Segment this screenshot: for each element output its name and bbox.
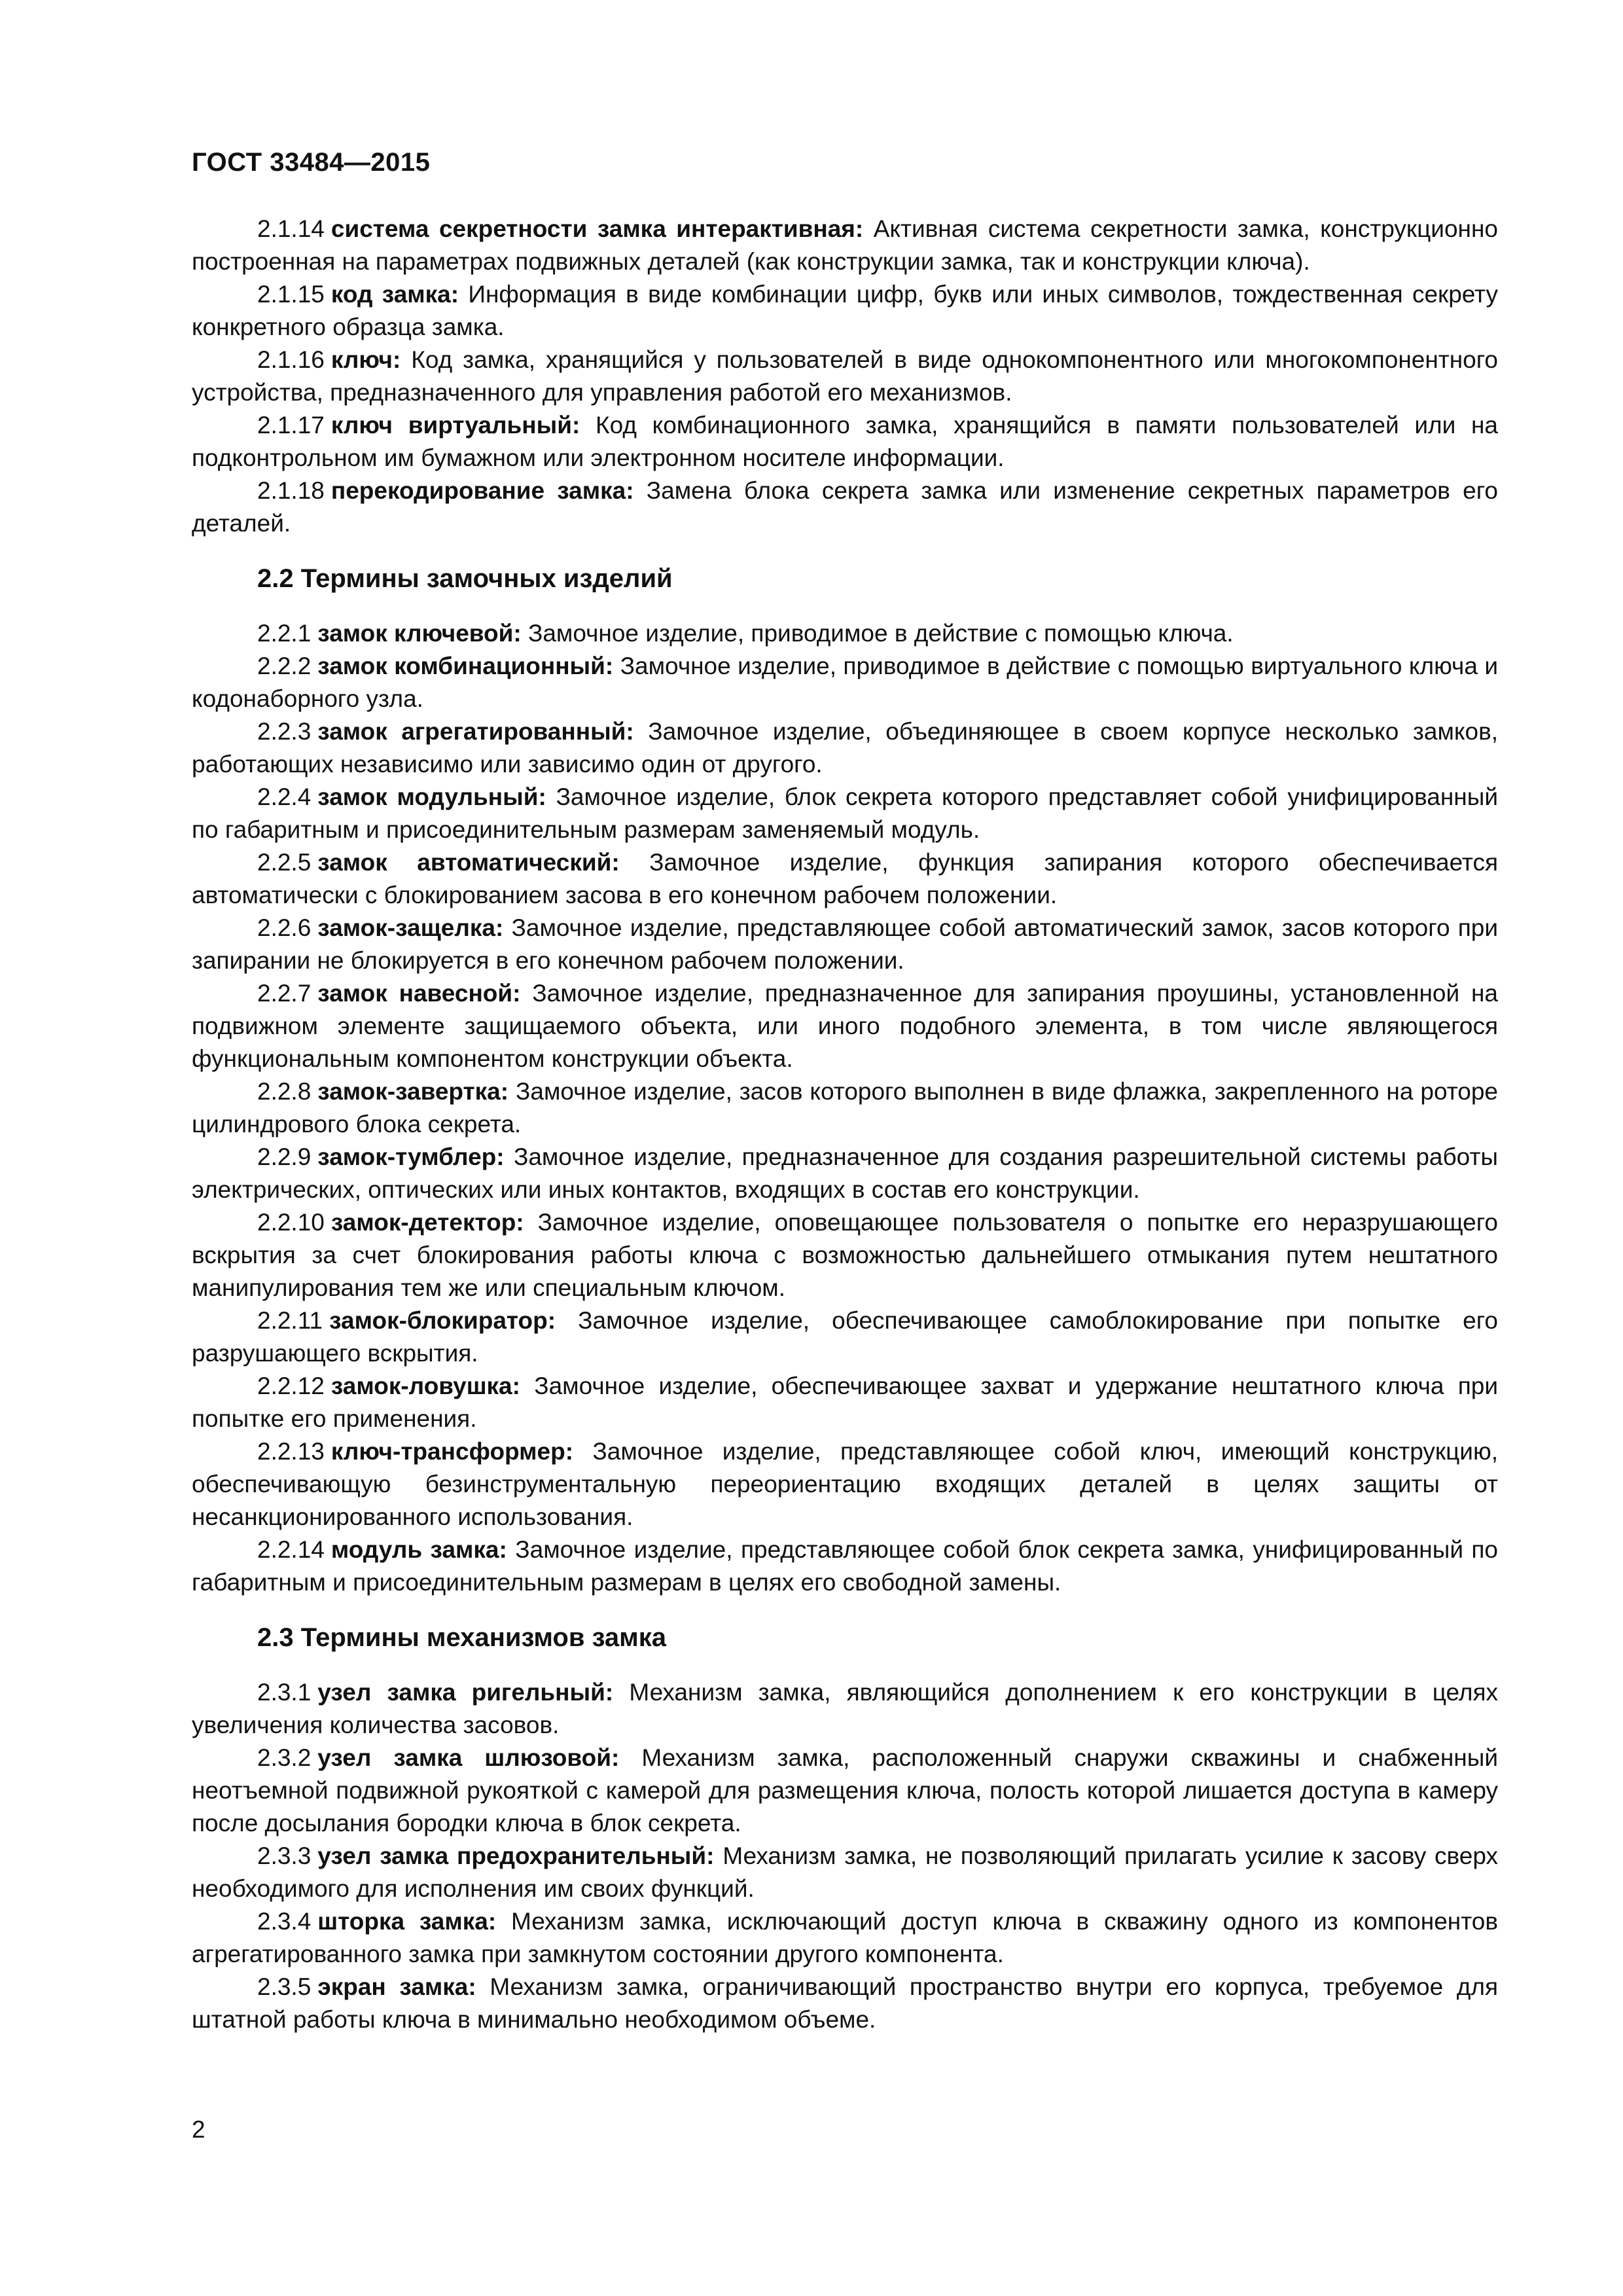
term-entry	[192, 475, 1498, 540]
term-name: модуль замка:	[330, 1536, 507, 1563]
term-name: замок модульный:	[317, 783, 546, 810]
term-entry	[192, 1435, 1498, 1534]
term-name: замок агрегатированный:	[317, 718, 634, 745]
term-number: 2.1.18	[257, 477, 325, 504]
term-definition: Механизм замка, расположенный снаружи скважины и снабженный неотъемной подвижной рукояткой с камерой для размещения ключа, полость которой лишается доступа в камеру после досылания бородки ключа в блок секрета.	[192, 1744, 1498, 1837]
section	[192, 562, 1498, 1599]
term-definition: Замочное изделие, функция запирания которого обеспечивается автоматически с блокированием засова в его конечном рабочем положении.	[192, 849, 1498, 908]
term-entry	[192, 715, 1498, 781]
term-number: 2.1.17	[257, 412, 325, 439]
term-name: узел замка шлюзовой:	[317, 1744, 620, 1771]
term-name: перекодирование замка:	[330, 477, 634, 504]
term-number: 2.2.10	[257, 1209, 325, 1236]
term-name: экран замка:	[317, 1973, 476, 2000]
term-number: 2.2.5	[257, 849, 312, 876]
term-name: ключ-трансформер:	[330, 1438, 574, 1465]
term-name: система секретности замка интерактивная:	[330, 215, 864, 242]
term-entry	[192, 1370, 1498, 1435]
term-entry	[192, 846, 1498, 912]
term-definition: Замочное изделие, представляющее собой автоматический замок, засов которого при запирании не блокируется в его конечном рабочем положении.	[192, 914, 1499, 974]
term-name: замок-тумблер:	[317, 1143, 505, 1170]
term-number: 2.2.13	[257, 1438, 325, 1465]
term-entry	[192, 1304, 1498, 1370]
term-entry	[192, 1534, 1498, 1599]
term-entry	[192, 912, 1498, 977]
term-definition: Замочное изделие, предназначенное для создания разрешительной системы работы электрических, оптических или иных контактов, входящих в состав его конструкции.	[192, 1143, 1498, 1203]
term-entry	[192, 977, 1498, 1075]
term-name: замок-детектор:	[330, 1209, 524, 1236]
term-definition: Механизм замка, не позволяющий прилагать усилие к засову сверх необходимого для исполнения им своих функций.	[192, 1842, 1499, 1902]
term-definition: Механизм замка, исключающий доступ ключа в скважину одного из компонентов агрегатированного замка при замкнутом состоянии другого компонента.	[192, 1908, 1499, 1967]
term-definition: Замочное изделие, представляющее собой блок секрета замка, унифицированный по габаритным и присоединительным размерам в целях его свободной замены.	[192, 1536, 1499, 1596]
term-entry	[192, 1742, 1498, 1840]
term-definition: Замочное изделие, приводимое в действие с помощью виртуального ключа и кодонаборного узла.	[192, 653, 1499, 712]
term-definition: Замочное изделие, приводимое в действие с помощью ключа.	[528, 620, 1234, 647]
term-number: 2.2.7	[257, 980, 312, 1007]
page-number: 2	[192, 2116, 205, 2143]
term-name: замок-блокиратор:	[329, 1307, 556, 1334]
term-number: 2.2.11	[257, 1307, 323, 1334]
term-entry	[192, 409, 1498, 475]
term-number: 2.2.2	[257, 653, 312, 679]
term-definition: Замочное изделие, блок секрета которого представляет собой унифицированный по габаритным и присоединительным размерам заменяемый модуль.	[192, 783, 1498, 843]
term-definition: Информация в виде комбинации цифр, букв или иных символов, тождественная секрету конкретного образца замка.	[192, 281, 1499, 340]
term-number: 2.2.9	[257, 1143, 312, 1170]
term-entry	[192, 1206, 1498, 1304]
term-number: 2.3.2	[257, 1744, 312, 1771]
term-definition: Замочное изделие, оповещающее пользователя о попытке его неразрушающего вскрытия за счет блокирования работы ключа с возможностью дальнейшего отмыкания путем нештатного манипулирования тем же или специальным ключом.	[192, 1209, 1499, 1301]
term-definition: Замочное изделие, предназначенное для запирания проушины, установленной на подвижном элементе защищаемого объекта, или иного подобного элемента, в том числе являющегося функциональным компонентом конструкции объекта.	[192, 980, 1498, 1072]
term-definition: Механизм замка, ограничивающий пространство внутри его корпуса, требуемое для штатной работы ключа в минимально необходимом объеме.	[192, 1973, 1499, 2033]
term-number: 2.3.3	[257, 1842, 312, 1869]
term-name: замок комбинационный:	[317, 653, 614, 679]
term-name: ключ виртуальный:	[330, 412, 580, 439]
term-definition: Замочное изделие, представляющее собой ключ, имеющий конструкцию, обеспечивающую безинструментальную переориентацию входящих деталей в целях защиты от несанкционированного использования.	[192, 1438, 1498, 1530]
term-name: замок-ловушка:	[330, 1372, 520, 1399]
term-name: замок автоматический:	[317, 849, 620, 876]
term-definition: Замена блока секрета замка или изменение секретных параметров его деталей.	[192, 477, 1498, 537]
term-definition: Механизм замка, являющийся дополнением к его конструкции в целях увеличения количества засовов.	[192, 1679, 1499, 1738]
term-name: код замка:	[330, 281, 459, 308]
term-entry	[192, 617, 1498, 650]
term-number: 2.1.14	[257, 215, 325, 242]
section-title: 2.3 Термины механизмов замка	[257, 1623, 667, 1652]
document-body	[192, 213, 1498, 2036]
term-definition: Замочное изделие, засов которого выполнен в виде флажка, закрепленного на роторе цилиндрового блока секрета.	[192, 1078, 1498, 1138]
term-entry	[192, 1840, 1498, 1905]
term-name: замок-завертка:	[317, 1078, 509, 1105]
term-number: 2.1.15	[257, 281, 325, 308]
term-entry	[192, 1905, 1498, 1971]
term-definition: Замочное изделие, объединяющее в своем корпусе несколько замков, работающих независимо или зависимо один от другого.	[192, 718, 1498, 778]
term-definition: Замочное изделие, обеспечивающее захват и удержание нештатного ключа при попытке его применения.	[192, 1372, 1498, 1432]
term-number: 2.2.8	[257, 1078, 312, 1105]
section-title: 2.2 Термины замочных изделий	[257, 564, 673, 593]
term-number: 2.3.5	[257, 1973, 312, 2000]
term-definition: Замочное изделие, обеспечивающее самоблокирование при попытке его разрушающего вскрытия.	[192, 1307, 1498, 1367]
term-entry	[192, 781, 1498, 846]
section	[192, 213, 1498, 540]
term-number: 2.2.1	[257, 620, 312, 647]
term-number: 2.3.4	[257, 1908, 312, 1935]
term-entry	[192, 344, 1498, 409]
term-number: 2.2.14	[257, 1536, 325, 1563]
term-number: 2.2.12	[257, 1372, 325, 1399]
term-entry	[192, 1075, 1498, 1141]
term-entry	[192, 1141, 1498, 1206]
term-name: узел замка предохранительный:	[317, 1842, 715, 1869]
term-number: 2.2.3	[257, 718, 312, 745]
document-header: ГОСТ 33484—2015	[192, 148, 431, 177]
term-entry	[192, 1676, 1498, 1742]
sections-container	[192, 213, 1498, 2036]
term-name: ключ:	[330, 346, 401, 373]
term-number: 2.2.4	[257, 783, 312, 810]
section	[192, 1621, 1498, 2036]
term-definition: Код замка, хранящийся у пользователей в виде однокомпонентного или многокомпонентного устройства, предназначенного для управления работой его механизмов.	[192, 346, 1498, 406]
term-number: 2.3.1	[257, 1679, 312, 1706]
term-definition: Код комбинационного замка, хранящийся в памяти пользователей или на подконтрольном им бумажном или электронном носителе информации.	[192, 412, 1498, 471]
term-entry	[192, 650, 1498, 715]
term-entry	[192, 213, 1498, 278]
term-number: 2.2.6	[257, 914, 312, 941]
term-name: замок ключевой:	[317, 620, 522, 647]
term-name: шторка замка:	[317, 1908, 497, 1935]
term-definition: Активная система секретности замка, конструкционно построенная на параметрах подвижных деталей (как конструкции замка, так и конструкции ключа).	[192, 215, 1498, 275]
term-name: узел замка ригельный:	[317, 1679, 614, 1706]
term-entry	[192, 1971, 1498, 2036]
term-name: замок-защелка:	[317, 914, 504, 941]
term-number: 2.1.16	[257, 346, 325, 373]
term-entry	[192, 278, 1498, 344]
term-name: замок навесной:	[317, 980, 521, 1007]
